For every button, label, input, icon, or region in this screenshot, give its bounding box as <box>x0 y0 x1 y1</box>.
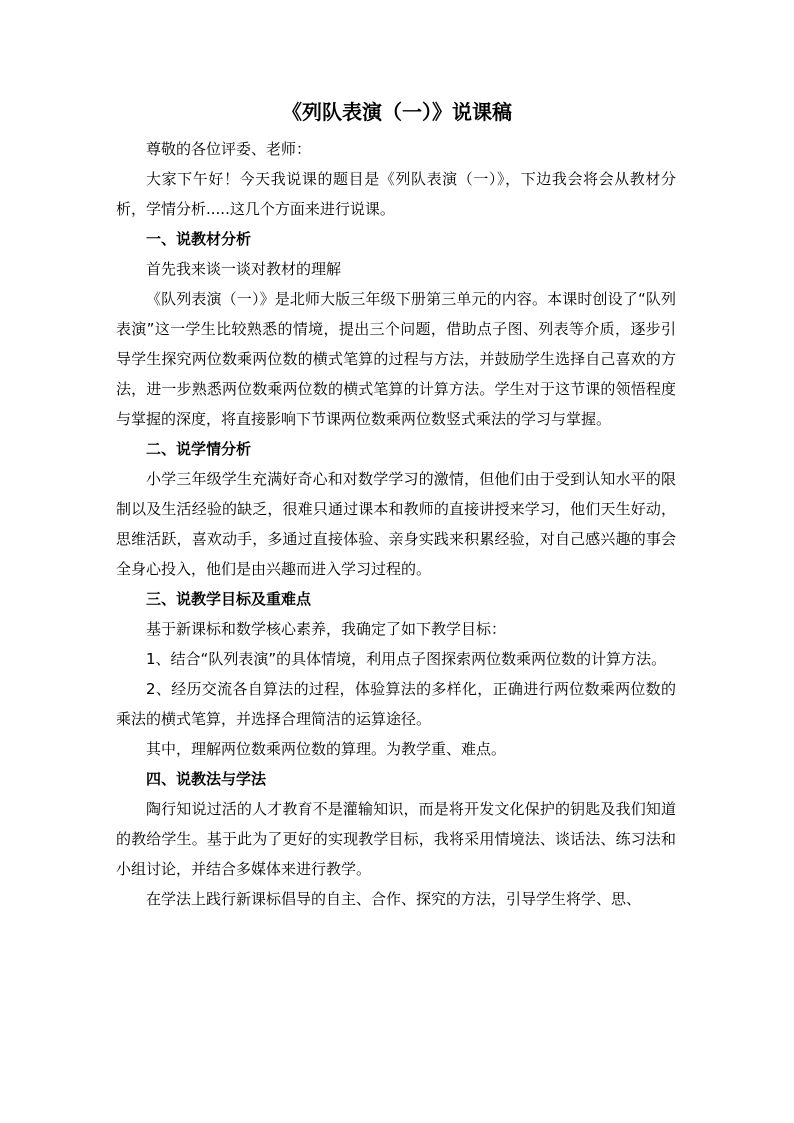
intro-paragraph: 大家下午好！今天我说课的题目是《列队表演（一）》，下边我会将会从教材分析，学情分析.....这几个方面来进行说课。 <box>116 170 676 218</box>
paragraph: 陶行知说过活的人才教育不是灌输知识，而是将开发文化保护的钥匙及我们知道的教给学生。基于此为了更好的实现教学目标，我将采用情境法、谈话法、练习法和小组讨论，并结合多媒体来进行教学。 <box>116 800 676 878</box>
document-body <box>116 134 676 914</box>
paragraph: 基于新课标和数学核心素养，我确定了如下教学目标： <box>146 620 507 638</box>
section-heading-teaching-methods: 四、说教法与学法 <box>146 770 267 788</box>
goal-item: 1、结合“队列表演”的具体情境，利用点子图探索两位数乘两位数的计算方法。 <box>146 650 667 668</box>
paragraph: 小学三年级学生充满好奇心和对数学学习的激情，但他们由于受到认知水平的限制以及生活经验的缺乏，很难只通过课本和教师的直接讲授来学习，他们天生好动，思维活跃，喜欢动手，多通过直接体验、亲身实践来积累经验，对自己感兴趣的事会全身心投入，他们是由兴趣而进入学习过程的。 <box>116 470 676 578</box>
document-title: 《列队表演（一）》说课稿 <box>282 100 512 124</box>
section-heading-student-analysis: 二、说学情分析 <box>146 440 252 458</box>
section-heading-teaching-goals: 三、说教学目标及重难点 <box>146 590 312 608</box>
paragraph: 其中，理解两位数乘两位数的算理。为教学重、难点。 <box>146 740 507 758</box>
goal-item: 2、经历交流各自算法的过程，体验算法的多样化，正确进行两位数乘两位数的乘法的横式笔算，并选择合理简洁的运算途径。 <box>116 680 676 728</box>
greeting-paragraph: 尊敬的各位评委、老师： <box>146 140 312 158</box>
paragraph: 《队列表演（一）》是北师大版三年级下册第三单元的内容。本课时创设了“队列表演”这一学生比较熟悉的情境，提出三个问题，借助点子图、列表等介质，逐步引导学生探究两位数乘两位数的横式笔算的过程与方法，并鼓励学生选择自己喜欢的方法，进一步熟悉两位数乘两位数的横式笔算的计算方法。学生对于这节课的领悟程度与掌握的深度，将直接影响下节课两位数乘两位数竖式乘法的学习与掌握。 <box>116 290 676 428</box>
paragraph: 在学法上践行新课标倡导的自主、合作、探究的方法，引导学生将学、思、 <box>146 890 642 908</box>
paragraph: 首先我来谈一谈对教材的理解 <box>146 260 342 278</box>
section-heading-textbook-analysis: 一、说教材分析 <box>146 230 252 248</box>
